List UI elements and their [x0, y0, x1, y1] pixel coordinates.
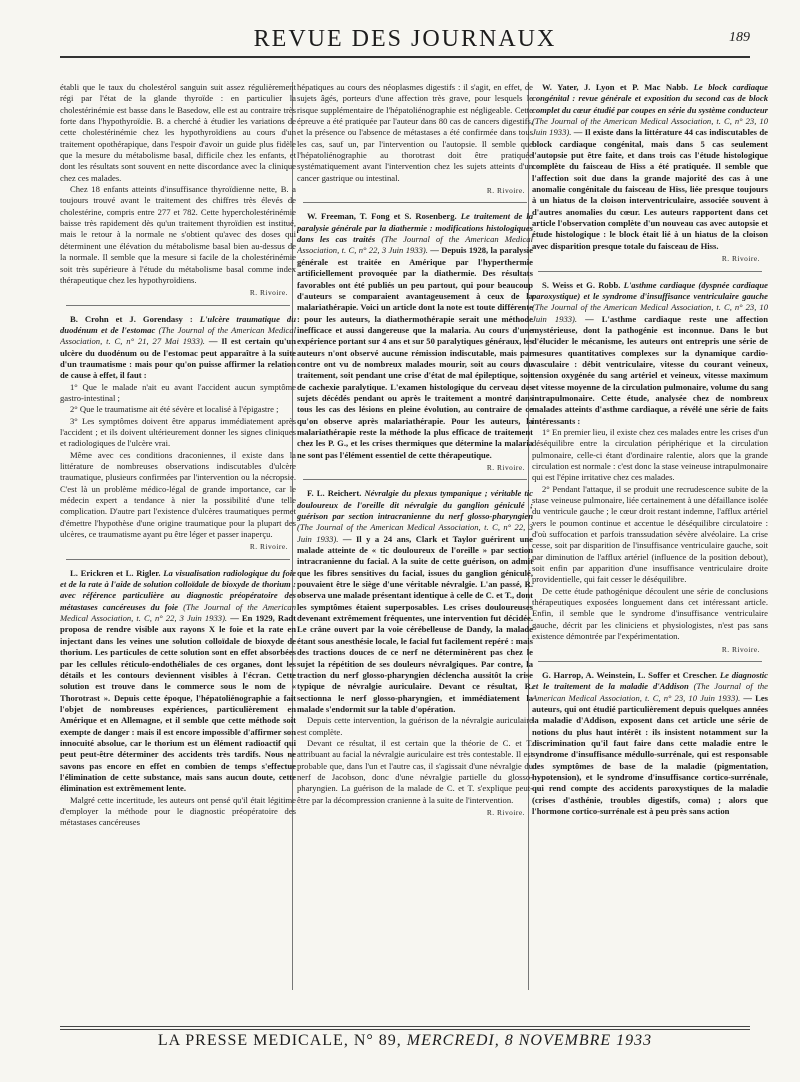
article-paragraph: Malgré cette incertitude, les auteurs ont pensé qu'il était légitime d'employer la méthode pour le diagnostic préopératoire des métastases cancéreuses	[60, 794, 296, 828]
article-authors: W. Yater, J. Lyon et P. Mac Nabb.	[542, 82, 689, 92]
article-paragraph: 1° Que le malade n'ait eu avant l'accident aucun symptôme gastro-intestinal ;	[60, 381, 296, 403]
article-separator	[538, 271, 762, 272]
article-heading	[297, 488, 533, 715]
footer-text	[60, 1032, 750, 1050]
article-paragraph: 2° Pendant l'attaque, il se produit une recrudescence subite de la stase veineuse pulmonaire, liée certainement à une défaillance isolée du ventricule gauche ; le cœur droit restant indemne, l'afflux artériel vers le poumon continue et accentue le déséquilibre circulatoire : d'où suffocation et parfois transsudation sévère alvéolaire. La crise cesse, soit par disparition de l'insuffisance ventriculaire gauche, soit par diminution de l'afflux artériel (influence de la position debout), soit enfin par apparition d'une insuffisance ventriculaire droite providentielle, qui fait cesser le déséquilibre.	[532, 483, 768, 585]
article-paragraph: — Depuis 1928, la paralysie générale est traitée en Amérique par l'hyperthermie artificiellement provoquée par la diathermie. Des résultats favorables ont été publiés un peu partout, qui pour beaucoup d'auteurs se comparaient avantageusement à ceux de la malariathérapie. Voici un article dont la note est toute différente : pour les auteurs, la diathermothérapie serait une méthode inefficace et aussi dangereuse que la malaria. Au cours d'une expérience portant sur 4 ans et sur 50 paralytiques généraux, les auteurs n'ont observé aucune rémission indiscutable, mais par contre ont vu de nombreux malades mourir, soit au cours du traitement, soit pendant une crise d'état de mal épileptique, soit de cachexie paralytique. L'examen histologique du cerveau des sujets décédés pendant ou après le traitement a montré dans tous les cas des lésions en pleine évolution, au contraire de ce qu'on observe après malariathérapie. Pour les auteurs, la malariathérapie reste la méthode la plus efficace de traitement chez les P. G., et les crises thermiques que détermine la malaria ne sont pas l'élément essentiel de cette thérapeutique.	[297, 245, 533, 460]
article-paragraph: — En 1929, Radt proposa de rendre visible aux rayons X le foie et la rate en injectant dans les veines une solution colloïdale de bioxyde de thorium. Les particules de cette solution sont en effet absorbées par les cellules réticulo-endothéliales de ces organes, dont les détails et les contours deviennent visibles à l'écran. Cette solution est trouve dans le commerce sous le nom de « Thorotrast ». Depuis cette époque, l'hépatoliénographie a fait l'objet de nombreuses expériences, particulièrement en Amérique et en Allemagne, et il semble que cette méthode soit exempte de danger : mais il est encore impossible d'affirmer son innocuité absolue, car le thorium est un élément radioactif qui peut peut-être déterminer des accidents très tardifs. Nous ne savons pas encore en effet en combien de temps s'effectue l'élimination de cette substance, mais sans aucun doute, cette élimination est extrêmement lente.	[60, 613, 296, 794]
article-heading	[60, 568, 296, 795]
journal-title: REVUE DES JOURNAUX	[253, 26, 557, 52]
article-paragraph: Devant ce résultat, il est certain que la théorie de C. et T. attribuant au facial la névralgie auriculaire est très contestable. Il est probable que, dans l'un et l'autre cas, il s'agissait d'une névralgie du nerf de Jacobson, donc d'une névralgie partielle du glosso-pharyngien. La guérison de la malade de C. et T. s'explique peut-être par la décompression cranienne à la suite de l'intervention.	[297, 737, 533, 805]
article-signature: R. Rivoire.	[249, 542, 288, 552]
article-heading	[532, 280, 768, 427]
article-authors: W. Freeman, T. Fong et S. Rosenberg.	[307, 211, 457, 222]
footer-publication: LA PRESSE MEDICALE, N° 89,	[157, 1032, 402, 1049]
column-1	[60, 82, 296, 990]
article-paragraph: — Il y a 24 ans, Clark et Taylor guérirent une malade atteinte de « tic douloureux de l'oreille » par section intracranienne du facial. A la suite de cette guérison, on admit que les fibres sensitives du facial, issues du ganglion géniculé, pouvaient être le siège d'une véritable névralgie. L'an passé, R. observa une malade présentant identique à celle de C. et T., dont les symptômes étaient superposables. Les crises douloureuses devenant extrêmement fréquentes, une intervention fut décidée. Le crâne ouvert par la voie cérébelleuse de Dandy, la malade étant sous anesthésie locale, le facial fut facilement repéré : mais des tractions douces de ce nerf ne déterminèrent pas chez le sujet la répétition de ses douleurs névralgiques. Par contre, la traction du nerf glosso-pharyngien déclencha aussitôt la crise typique de névralgie auriculaire. Devant ce résultat, R. sectionna le nerf glosso-pharyngien, et immédiatement la malade s'endormit sur la table d'opération.	[297, 533, 533, 714]
article-authors: G. Harrop, A. Weinstein, L. Soffer et Crescher.	[542, 669, 718, 680]
article-journal: (The Journal of the American Medical Association, t. C, n° 22, 3 Juin 1933).	[297, 234, 533, 256]
article-heading	[532, 82, 768, 252]
article	[60, 314, 296, 553]
article-heading	[60, 314, 296, 382]
article-paragraph: — Il est certain qu'un ulcère du duodénum ou de l'estomac peut apparaître à la suite d'un traumatisme : mais pour qu'on puisse affirmer la relation de cause à effet, il faut :	[60, 336, 296, 381]
page-header	[60, 22, 750, 58]
article-title: Névralgie du plexus tympanique ; véritable tic douloureux de l'oreille dit névralgie du ganglion géniculé ; guérison par section intracranienne du nerf glosso-pharyngien	[297, 488, 533, 522]
article-paragraph: Depuis cette intervention, la guérison de la névralgie auriculaire est complète.	[297, 715, 533, 737]
article	[532, 670, 768, 817]
column-2	[297, 82, 533, 990]
article-signature: R. Rivoire.	[486, 463, 525, 472]
column-3	[532, 82, 768, 990]
article-paragraph: Chez 18 enfants atteints d'insuffisance thyroïdienne nette, B. a toujours trouvé avant le traitement des chiffres très élevés de cholestérine, compris entre 277 et 782. Cette hypercholestérinémie baisse très rapidement dès qu'un traitement thyroïdien est institué, mais le retour à la normale ne s'obtient qu'avec des doses qui déterminent une élévation du métabolisme basal bien au-dessus de la normale. Il semble que la mesure si facile de la cholestérinémie soit très supérieure à l'étude du métabolisme basal comme index thérapeutique chez les hypothyroïdiens.	[60, 184, 296, 285]
article-separator	[66, 305, 290, 306]
article-journal: (The Journal of the American Medical Association, t. C, n° 23, 10 Juin 1933).	[532, 302, 768, 324]
footer-rule	[60, 1026, 750, 1027]
article-paragraph: 3° Les symptômes doivent être apparus immédiatement après l'accident ; et ils doivent ultérieurement donner les signes cliniques et radiologiques de l'ulcère vrai.	[60, 415, 296, 449]
article-title: L'asthme cardiaque (dyspnée cardiaque paroxystique) et le syndrome d'insuffisance ventriculaire gauche	[532, 279, 768, 301]
article-paragraph: 1° En premier lieu, il existe chez ces malades entre les crises d'un déséquilibre entre la circulation périphérique et la circulation pulmonaire, celle-ci étant d'ordinaire ralentie, alors que la grande circulation est normale : c'est donc la stase veineuse intrapulmonaire qui est l'épine irritative chez ces malades.	[532, 426, 768, 483]
footer-date: MERCREDI, 8 NOVEMBRE 1933	[406, 1032, 653, 1049]
page-footer	[60, 1026, 750, 1056]
article-authors: F. L. Reichert.	[307, 488, 362, 499]
article-paragraph: — L'asthme cardiaque reste une affection mystérieuse, dont la pathogénie est inconnue. Dans le but d'élucider le mécanisme, les auteurs ont entrepris une série de mesures quantitatives complexes sur la dynamique cardio-vasculaire : débit ventriculaire, vitesse du courant veineux, tension oxygénée du sang artériel et veineux, vitesse maximum et vitesse moyenne de la circulation pulmonaire, volume du sang intrapulmonaire. Cette étude, analysée chez de nombreux malades atteints d'asthme cardiaque, a révélé une série de faits intéressants :	[532, 313, 768, 426]
article-title: La visualisation radiologique du foie et de la rate à l'aide de solution colloïdale de bioxyde de thorium : avec référence particulière au diagnostic préopératoire des métastases cancéreuses du foie	[60, 567, 296, 612]
article-separator	[66, 559, 290, 560]
article	[60, 568, 296, 829]
article	[297, 211, 533, 473]
article-title: Le traitement de la paralysie générale par la diathermie : modifications histologiques dans les cas traités	[297, 211, 533, 245]
article-title: Le block cardiaque congénital : revue générale et exposition du second cas de block complet du cœur étudié par coupes en série du système conducteur	[532, 82, 768, 115]
article	[297, 82, 533, 196]
article-separator	[303, 202, 527, 203]
article-journal: (The Journal of the American Medical Association, t. C, n° 22, 3 Juin 1933).	[60, 601, 296, 624]
article	[297, 488, 533, 818]
article-authors: L. Erickren et L. Rigler.	[70, 567, 161, 578]
article-paragraph: Même avec ces conditions draconiennes, il existe dans la littérature de nombreuses observations indiscutables d'ulcère traumatique, plusieurs confirmées par l'intervention ou la nécropsie. C'est là un problème médico-légal de grande importance, car le médecin expert a tendance à nier la possibilité d'une telle complication. D'autre part l'existence d'ulcères traumatiques permet d'émettre l'hypothèse d'une origine traumatique pour la plupart des ulcères, ce traumatisme ayant pu être léger et passer inaperçu.	[60, 449, 296, 540]
article-authors: S. Weiss et G. Robb.	[542, 279, 621, 290]
article-paragraph: 2° Que le traumatisme ait été sévère et localisé à l'épigastre ;	[70, 404, 279, 415]
article-journal: (The Journal of the American Medical Association, t. C, n° 21, 27 Mai 1933).	[60, 324, 296, 347]
article	[532, 280, 768, 655]
article-title: Le diagnostic et le traitement de la maladie d'Addison	[532, 669, 768, 692]
article-paragraph: — Les auteurs, qui ont étudié particulièrement depuis quelques années la maladie d'Addison, exposent dans cet article une série de notions du plus haut intérêt : ils insistent notamment sur la discrimination qu'il faut faire dans cette maladie entre le syndrome d'insuffisance médullo-surrénale, qui est responsable des symptômes de base de la maladie (pigmentation, hypotension), et le syndrome d'insuffisance cortico-surrénale, qui rend compte des accidents paroxystiques de la maladie (crises d'asthénie, troubles digestifs, coma) ; alors que l'hormone cortico-surrénale est à peu près sans action	[532, 692, 768, 816]
article	[532, 82, 768, 265]
article-heading	[297, 211, 533, 461]
article-authors: B. Crohn et J. Gorendasy :	[70, 313, 193, 324]
article-signature: R. Rivoire.	[486, 807, 525, 817]
article-separator	[538, 661, 762, 662]
article-heading	[532, 670, 768, 817]
article-paragraph: établi que le taux du cholestérol sanguin suit assez régulièrement régi par l'état de la glande thyroïde : en particulier la cholestérinémie est basse dans le Basedow, elle est au contraire très forte dans l'hypothyroïdie. B. a cherché à étudier les variations de cette cholestérinémie chez les hypothyroïdiens au cours d'un traitement opothérapique, dans l'espoir d'avoir un guide plus fidèle que la mesure du métabolisme basal, difficile chez les enfants, et dont les résultats sont souvent en nette discordance avec la clinique chez ces malades.	[60, 82, 296, 183]
article-journal: (The Journal of the American Medical Association, t. C, n° 22, 3 Juin 1933).	[297, 522, 533, 544]
article	[60, 82, 296, 299]
article-signature: R. Rivoire.	[486, 186, 525, 196]
article-paragraph: — Il existe dans la littérature 44 cas indiscutables de block cardiaque congénital, mais dans 5 cas seulement l'autopsie put être faite, et dans trois cas l'étude histologique complète du faisceau de Hiss a été pratiquée. Il semble que l'affection soit due dans la grande majorité des cas à une anomalie congénitale du faisceau de Hiss, liée presque toujours à un hiatus de la cloison interventriculaire, associée souvent à d'autres anomalies du cœur. Les auteurs rapportent dans cet article l'observation complète d'un nouveau cas avec autopsie et étude histologique : le block était lié à un hiatus de la cloison avec disparition presque totale du faisceau de Hiss.	[532, 127, 768, 251]
page-number: 189	[729, 30, 750, 45]
footer-rule	[60, 1029, 750, 1030]
article-signature: R. Rivoire.	[721, 644, 760, 654]
header-rule	[60, 56, 750, 58]
article-title: L'ulcère traumatique du duodénum et de l'estomac	[60, 313, 296, 335]
article-paragraph: De cette étude pathogénique découlent une série de conclusions thérapeutiques exposées longuement dans cet intéressant article. Enfin, il semble que le syndrome d'insuffisance ventriculaire gauche, décrit par les cliniciens et physiologistes, n'est pas sans existence démontrée par l'expérimentation.	[532, 585, 768, 642]
article-signature: R. Rivoire.	[249, 288, 288, 298]
article-signature: R. Rivoire.	[721, 254, 760, 264]
article-journal: (The Journal of the American Medical Association, t. C, n° 23, 10 Juin 1933).	[532, 681, 768, 703]
article-journal: (The Journal of the American Medical Association, t. C, n° 23, 10 Juin 1933).	[532, 116, 768, 138]
article-separator	[303, 479, 527, 480]
article-paragraph: hépatiques au cours des néoplasmes digestifs : il s'agit, en effet, de sujets âgés, porteurs d'une affection très grave, pour lesquels le risque supplémentaire de l'hépatoliénographie est négligeable. Cette épreuve a été pratiquée par l'auteur dans 80 cas de cancers digestifs, et la présence ou l'absence de métastases a été confirmée dans tous les cas, sauf un, par l'intervention ou l'autopsie. Il semble que l'hépatoliénographie au thorotrast doit être pratiquée systématiquement avant l'intervention chez les sujets atteints d'un cancer gastrique ou intestinal.	[297, 82, 533, 183]
